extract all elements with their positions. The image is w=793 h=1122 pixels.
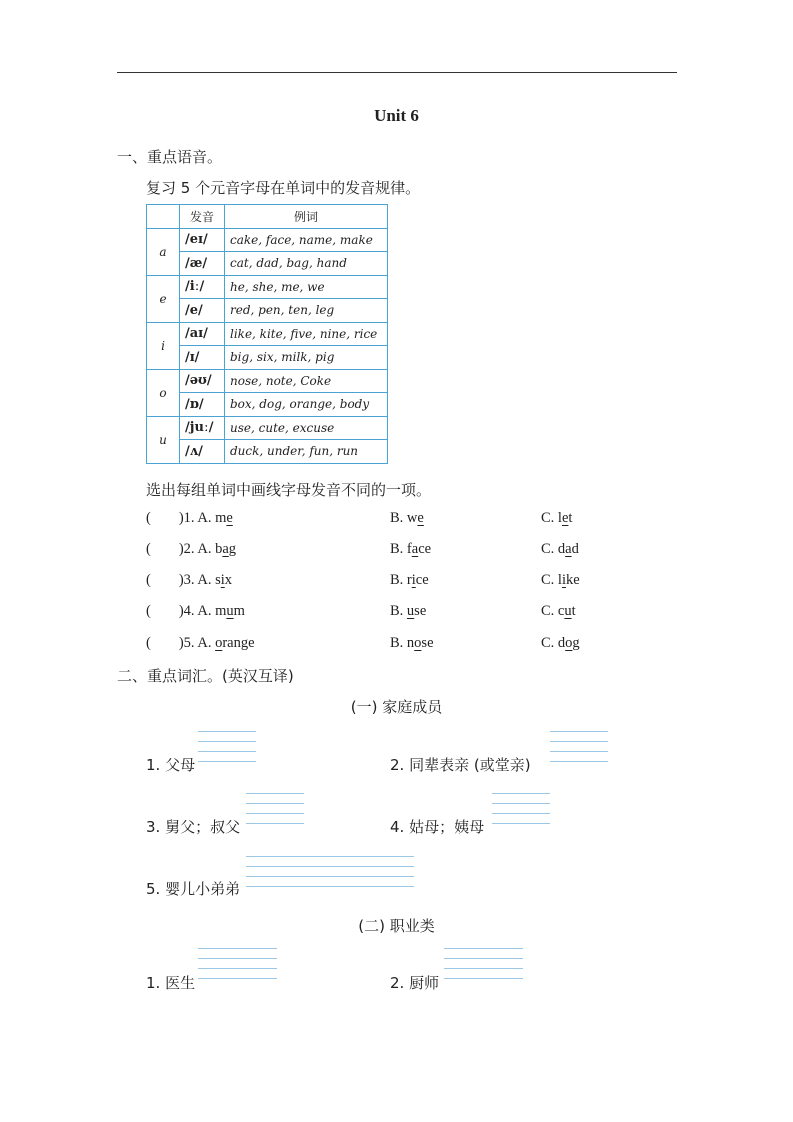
examples-cell: nose, note, Coke bbox=[225, 369, 388, 393]
question-1 bbox=[146, 510, 233, 527]
ipa-cell: /eɪ/ bbox=[180, 228, 225, 252]
answer-paren: ( bbox=[146, 541, 151, 557]
option-b-text: ce bbox=[418, 541, 432, 557]
ipa-cell: /æ/ bbox=[180, 252, 225, 276]
option-c-text: C. d bbox=[541, 541, 566, 557]
question-number: )2. A. bbox=[178, 541, 216, 557]
letter-cell: i bbox=[147, 322, 180, 369]
option-a-text: g bbox=[228, 541, 237, 557]
ipa-cell: /əʊ/ bbox=[180, 369, 225, 393]
option-b bbox=[390, 510, 424, 527]
section2-heading: 二、重点词汇。(英汉互译) bbox=[117, 667, 294, 685]
table-header bbox=[147, 205, 388, 229]
header-sound: 发音 bbox=[180, 205, 225, 229]
option-c-text: C. c bbox=[541, 603, 565, 619]
examples-cell: box, dog, orange, body bbox=[225, 393, 388, 417]
option-a-text: x bbox=[224, 572, 233, 588]
table-row bbox=[147, 228, 388, 252]
option-b-underlined: u bbox=[406, 603, 415, 619]
group2-title: (二) 职业类 bbox=[358, 917, 435, 935]
option-b-text: B. bbox=[390, 603, 407, 619]
option-a-underlined: u bbox=[226, 603, 234, 619]
examples-cell: cat, dad, bag, hand bbox=[225, 252, 388, 276]
vocab-item: 3. 舅父；叔父 bbox=[146, 818, 241, 836]
option-b-text: se bbox=[421, 635, 434, 651]
table-row bbox=[147, 275, 388, 299]
header-letter bbox=[147, 205, 180, 229]
option-b-underlined: e bbox=[417, 510, 424, 526]
question-4 bbox=[146, 603, 245, 620]
question-3 bbox=[146, 572, 232, 589]
option-b bbox=[390, 603, 426, 620]
examples-cell: use, cute, excuse bbox=[225, 416, 388, 440]
option-c-text: t bbox=[571, 603, 576, 619]
option-c-text: C. l bbox=[541, 510, 562, 526]
question-number: )4. A. bbox=[178, 603, 216, 619]
option-c-underlined: o bbox=[565, 635, 573, 651]
table-row bbox=[147, 252, 388, 276]
option-c bbox=[541, 541, 579, 558]
option-b-underlined: o bbox=[414, 635, 422, 651]
header-examples: 例词 bbox=[225, 205, 388, 229]
vocab-item: 5. 婴儿小弟弟 bbox=[146, 880, 241, 898]
vocab-item: 2. 厨师 bbox=[390, 974, 440, 992]
table-row bbox=[147, 346, 388, 370]
ipa-cell: /aɪ/ bbox=[180, 322, 225, 346]
option-a-underlined: o bbox=[215, 635, 223, 651]
answer-paren: ( bbox=[146, 510, 151, 526]
writing-lines[interactable] bbox=[246, 856, 414, 887]
option-a-text: s bbox=[215, 572, 221, 588]
table-row bbox=[147, 369, 388, 393]
option-b-text: se bbox=[414, 603, 427, 619]
question-number: )5. A. bbox=[178, 635, 216, 651]
option-a-underlined: a bbox=[222, 541, 229, 557]
option-c-underlined: u bbox=[564, 603, 572, 619]
option-b-text: B. n bbox=[390, 635, 415, 651]
option-c-underlined: e bbox=[561, 510, 569, 526]
question-number: )1. A. bbox=[178, 510, 216, 526]
writing-lines[interactable] bbox=[198, 948, 277, 979]
vocab-item: 1. 父母 bbox=[146, 756, 196, 774]
option-a-text: range bbox=[222, 635, 255, 651]
option-c bbox=[541, 635, 580, 652]
question-number: )3. A. bbox=[178, 572, 216, 588]
answer-paren: ( bbox=[146, 603, 151, 619]
option-c-text: d bbox=[571, 541, 579, 557]
option-b-text: B. f bbox=[390, 541, 412, 557]
writing-lines[interactable] bbox=[198, 731, 256, 762]
section1-intro: 复习 5 个元音字母在单词中的发音规律。 bbox=[146, 179, 421, 197]
ipa-cell: /e/ bbox=[180, 299, 225, 323]
answer-paren: ( bbox=[146, 635, 151, 651]
vocab-item: 4. 姑母；姨母 bbox=[390, 818, 485, 836]
vocab-item: 1. 医生 bbox=[146, 974, 196, 992]
option-a-text: b bbox=[215, 541, 223, 557]
writing-lines[interactable] bbox=[444, 948, 523, 979]
examples-cell: red, pen, ten, leg bbox=[225, 299, 388, 323]
option-b-underlined: a bbox=[411, 541, 419, 557]
option-b bbox=[390, 635, 434, 652]
examples-cell: duck, under, fun, run bbox=[225, 440, 388, 464]
ipa-cell: /juː/ bbox=[180, 416, 225, 440]
option-c-text: t bbox=[568, 510, 573, 526]
section1-heading: 一、重点语音。 bbox=[117, 148, 223, 166]
option-b-underlined: i bbox=[411, 572, 416, 588]
examples-cell: big, six, milk, pig bbox=[225, 346, 388, 370]
option-c-text: C. l bbox=[541, 572, 562, 588]
ipa-cell: /ɒ/ bbox=[180, 393, 225, 417]
table-row bbox=[147, 393, 388, 417]
writing-lines[interactable] bbox=[246, 793, 304, 824]
question-5 bbox=[146, 635, 255, 652]
option-a-underlined: e bbox=[226, 510, 233, 526]
letter-cell: a bbox=[147, 228, 180, 275]
option-a-text: m bbox=[215, 510, 227, 526]
option-c bbox=[541, 572, 580, 589]
option-c-underlined: a bbox=[565, 541, 572, 557]
top-rule bbox=[117, 72, 677, 73]
ipa-cell: /ɪ/ bbox=[180, 346, 225, 370]
option-a-underlined: i bbox=[220, 572, 225, 588]
option-b bbox=[390, 572, 429, 589]
option-b-text: ce bbox=[415, 572, 429, 588]
option-c-text: g bbox=[572, 635, 580, 651]
option-c-text: C. d bbox=[541, 635, 566, 651]
vocab-item: 2. 同辈表亲 (或堂亲) bbox=[390, 756, 531, 774]
option-a-text: m bbox=[215, 603, 227, 619]
ipa-cell: /iː/ bbox=[180, 275, 225, 299]
table-row bbox=[147, 322, 388, 346]
ipa-cell: /ʌ/ bbox=[180, 440, 225, 464]
option-c bbox=[541, 510, 572, 527]
section1-instruction: 选出每组单词中画线字母发音不同的一项。 bbox=[146, 481, 432, 499]
option-a-text: m bbox=[233, 603, 245, 619]
table-row bbox=[147, 440, 388, 464]
group1-title: (一) 家庭成员 bbox=[350, 698, 443, 716]
option-c-text: ke bbox=[565, 572, 580, 588]
letter-cell: o bbox=[147, 369, 180, 416]
option-b-text: B. r bbox=[390, 572, 412, 588]
table-row bbox=[147, 416, 388, 440]
examples-cell: he, she, me, we bbox=[225, 275, 388, 299]
answer-paren: ( bbox=[146, 572, 151, 588]
letter-cell: u bbox=[147, 416, 180, 463]
letter-cell: e bbox=[147, 275, 180, 322]
examples-cell: cake, face, name, make bbox=[225, 228, 388, 252]
option-c bbox=[541, 603, 576, 620]
page-title: Unit 6 bbox=[374, 106, 419, 125]
option-b-text: B. w bbox=[390, 510, 418, 526]
examples-cell: like, kite, five, nine, rice bbox=[225, 322, 388, 346]
question-2 bbox=[146, 541, 236, 558]
option-b bbox=[390, 541, 431, 558]
table-row bbox=[147, 299, 388, 323]
writing-lines[interactable] bbox=[492, 793, 550, 824]
option-c-underlined: i bbox=[561, 572, 566, 588]
writing-lines[interactable] bbox=[550, 731, 608, 762]
phonics-table bbox=[146, 204, 388, 464]
